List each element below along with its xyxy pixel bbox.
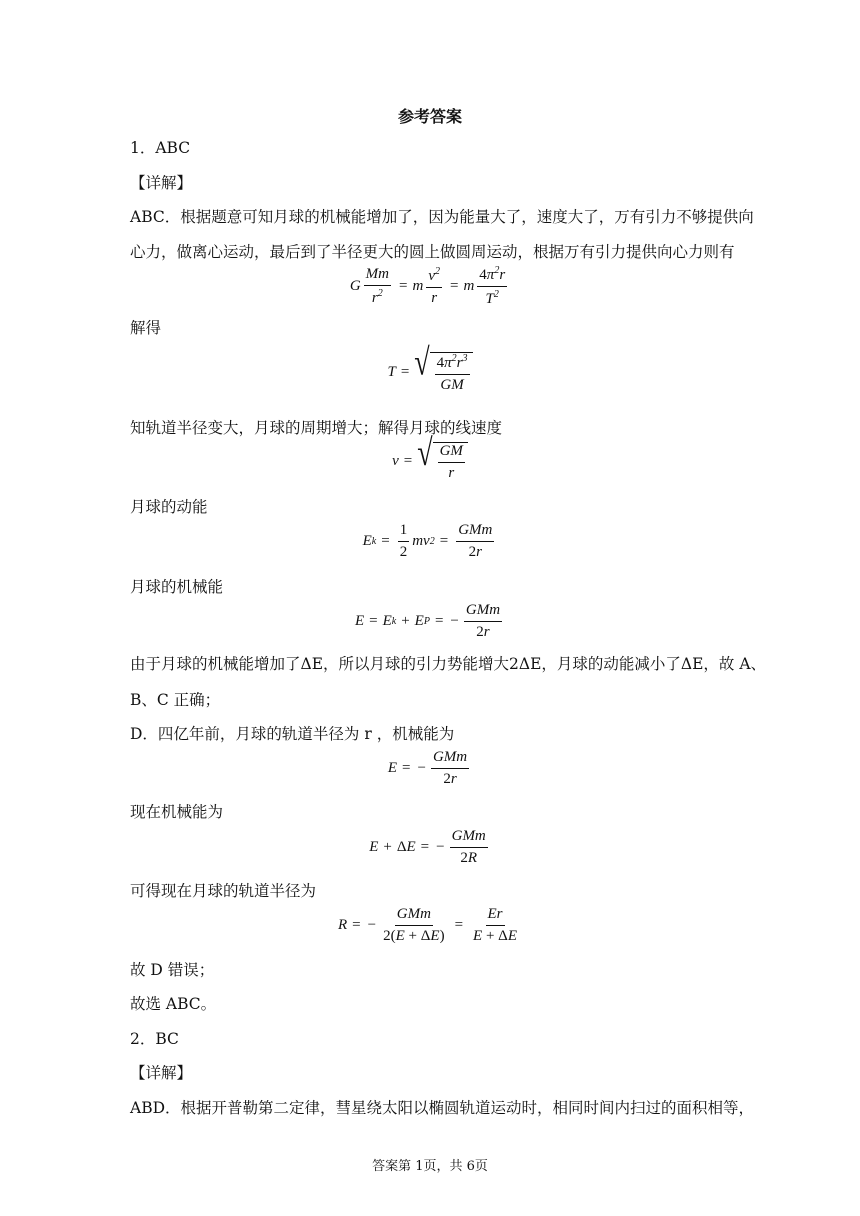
- mechanical-energy-label: 月球的机械能: [130, 578, 224, 596]
- option-d-line: D．四亿年前，月球的轨道半径为 r ，机械能为: [130, 725, 455, 743]
- paragraph-2: 知轨道半径变大，月球的周期增大；解得月球的线速度: [130, 419, 503, 437]
- paragraph-3b: B、C 正确；: [130, 691, 221, 709]
- page-footer: 答案第 1页，共 6页: [372, 1159, 488, 1174]
- equation-period: T = √ $\frac{4\pi^2r^3}{GM}$: [0, 352, 860, 393]
- equation-past-energy: E = − $\frac{\text{GMm}}{2r}$: [387, 749, 468, 787]
- final-choice-1: 故选 ABC。: [130, 995, 217, 1013]
- paragraph-1a: ABC．根据题意可知月球的机械能增加了，因为能量大了，速度大了，万有引力不够提供向: [130, 208, 754, 226]
- equation-kinetic-energy: E k = $\frac{1}{2}$ mv 2 = $\frac{\text{GMm}}{2r}$: [362, 522, 493, 560]
- option-d-wrong: 故 D 错误；: [130, 961, 215, 979]
- solve-label: 解得: [130, 319, 162, 337]
- equation-current-radius: R = − $\frac{\text{GMm}}{2(E + \Delta E)}$ = $\frac{Er}{E + \Delta E}$: [338, 906, 517, 944]
- equation-current-energy: E + Δ E = − $\frac{\text{GMm}}{2R}$: [369, 828, 486, 866]
- page-title: 参考答案: [397, 107, 462, 126]
- detail-heading-2: 【详解】: [130, 1064, 193, 1082]
- kinetic-energy-label: 月球的动能: [130, 498, 208, 516]
- equation-mechanical-energy: E = E k + E P = − $\frac{\text{GMm}}{2r}$: [354, 602, 501, 640]
- radius-label: 可得现在月球的轨道半径为: [130, 882, 317, 900]
- paragraph-3a: 由于月球的机械能增加了ΔE，所以月球的引力势能增大2ΔE，月球的动能减小了ΔE，故 A、: [130, 655, 767, 673]
- question-2-answer: 2．BC: [130, 1030, 179, 1048]
- question-1-answer: 1．ABC: [130, 139, 191, 157]
- equation-velocity: v = √ $\frac{GM}{r}$: [0, 442, 860, 481]
- paragraph-1b: 心力，做离心运动，最后到了半径更大的圆上做圆周运动，根据万有引力提供向心力则有: [130, 243, 735, 261]
- paragraph-4: ABD．根据开普勒第二定律，彗星绕太阳以椭圆轨道运动时，相同时间内扫过的面积相等，: [130, 1099, 755, 1117]
- detail-heading-1: 【详解】: [130, 174, 193, 192]
- equation-gravity-centripetal: G $\frac{Mm}{r^2}$ = m $\frac{v^2}{r}$ = m $\frac{4\pi^2r}{T^2}$: [349, 265, 506, 307]
- current-energy-label: 现在机械能为: [130, 803, 224, 821]
